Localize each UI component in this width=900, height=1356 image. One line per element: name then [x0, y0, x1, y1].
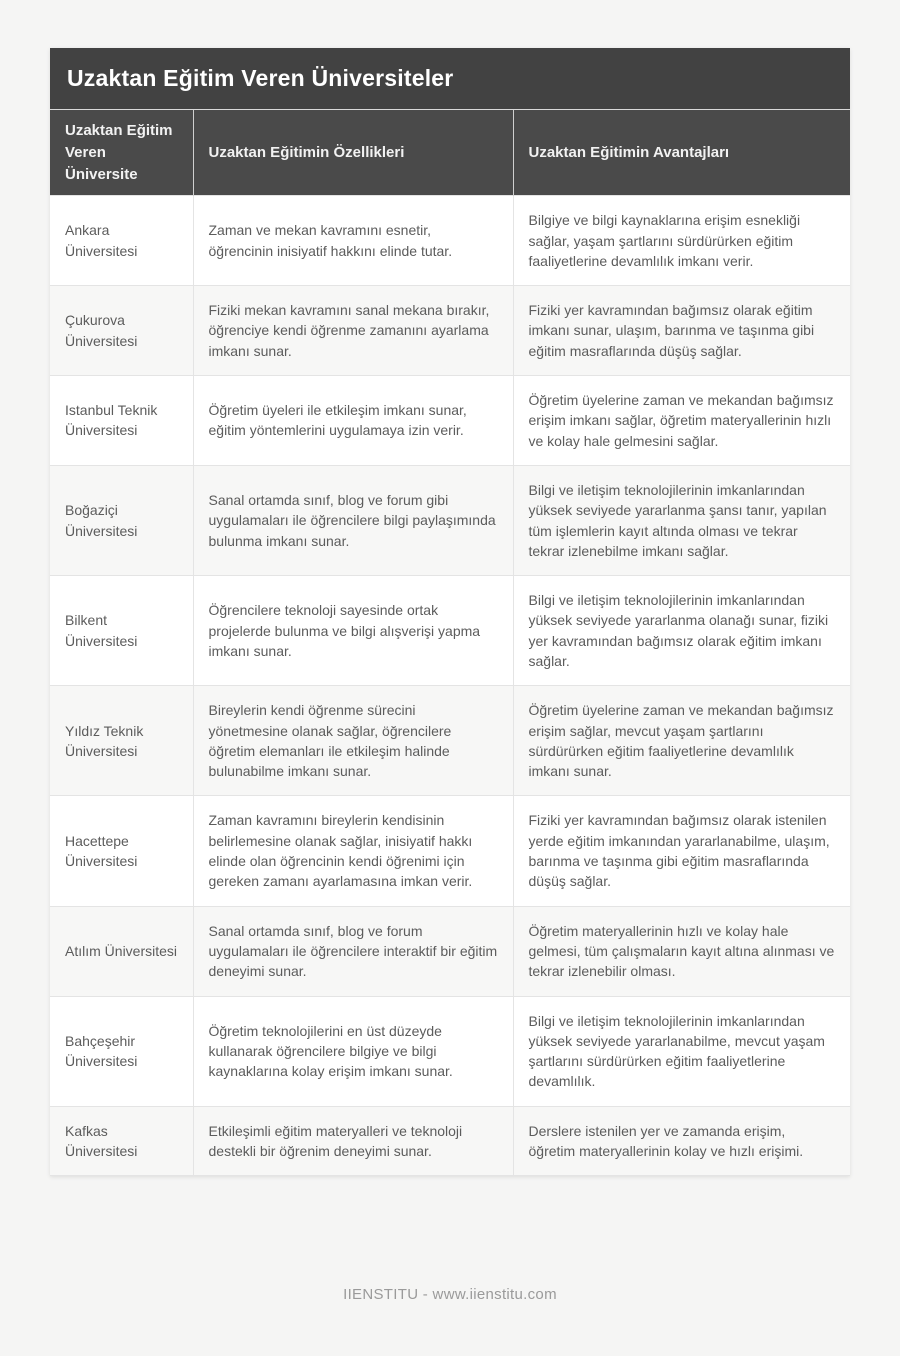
advantages-cell: Bilgiye ve bilgi kaynaklarına erişim esnekliği sağlar, yaşam şartlarını sürdürürken eğitim faaliyetlerine devamlılık imkanı verir. — [513, 196, 850, 286]
university-name: Bahçeşehir Üniversitesi — [50, 996, 193, 1106]
features-cell: Zaman ve mekan kavramını esnetir, öğrencinin inisiyatif hakkını elinde tutar. — [193, 196, 513, 286]
features-cell: Etkileşimli eğitim materyalleri ve teknoloji destekli bir öğrenim deneyimi sunar. — [193, 1106, 513, 1176]
header-row — [50, 110, 850, 196]
footer-text: IIENSTITU - www.iienstitu.com — [343, 1286, 557, 1303]
university-name: Yıldız Teknik Üniversitesi — [50, 686, 193, 796]
advantages-cell: Öğretim üyelerine zaman ve mekandan bağımsız erişim imkanı sağlar, öğretim materyallerinin hızlı ve kolay hale gelmesini sağlar. — [513, 376, 850, 466]
university-name: Bilkent Üniversitesi — [50, 576, 193, 686]
features-cell: Öğretim teknolojilerini en üst düzeyde kullanarak öğrencilere bilgiye ve bilgi kaynaklarına kolay erişim imkanı sunar. — [193, 996, 513, 1106]
table-row — [50, 796, 850, 906]
table-row — [50, 686, 850, 796]
university-name: Çukurova Üniversitesi — [50, 286, 193, 376]
features-cell: Sanal ortamda sınıf, blog ve forum uygulamaları ile öğrencilere interaktif bir eğitim deneyimi sunar. — [193, 906, 513, 996]
table-row — [50, 376, 850, 466]
advantages-cell: Derslere istenilen yer ve zamanda erişim, öğretim materyallerinin kolay ve hızlı erişimi. — [513, 1106, 850, 1176]
table-row — [50, 465, 850, 575]
column-header-advantages: Uzaktan Eğitimin Avantajları — [513, 110, 850, 196]
university-name: Atılım Üniversitesi — [50, 906, 193, 996]
features-cell: Sanal ortamda sınıf, blog ve forum gibi uygulamaları ile öğrencilere bilgi paylaşımında bulunma imkanı sunar. — [193, 465, 513, 575]
table-row — [50, 196, 850, 286]
table-row — [50, 996, 850, 1106]
features-cell: Zaman kavramını bireylerin kendisinin belirlemesine olanak sağlar, inisiyatif hakkı elinde olan öğrencinin kendi öğrenimi için gereken zamanı ayarlamasına imkan verir. — [193, 796, 513, 906]
university-name: Kafkas Üniversitesi — [50, 1106, 193, 1176]
university-name: Boğaziçi Üniversitesi — [50, 465, 193, 575]
table-row — [50, 906, 850, 996]
university-name: Istanbul Teknik Üniversitesi — [50, 376, 193, 466]
page-title: Uzaktan Eğitim Veren Üniversiteler — [50, 48, 850, 110]
advantages-cell: Fiziki yer kavramından bağımsız olarak istenilen yerde eğitim imkanından yararlanabilme, ulaşım, barınma ve taşınma gibi eğitim masraflarında düşüş sağlar. — [513, 796, 850, 906]
table-row — [50, 1106, 850, 1176]
table-row — [50, 286, 850, 376]
advantages-cell: Bilgi ve iletişim teknolojilerinin imkanlarından yüksek seviyede yararlanma şansı tanır, yapılan tüm işlemlerin kayıt altında olması ve tekrar tekrar izlenebilme imkanı sağlar. — [513, 465, 850, 575]
advantages-cell: Bilgi ve iletişim teknolojilerinin imkanlarından yüksek seviyede yararlanma olanağı sunar, fiziki yer kavramından bağımsız olarak eğitim imkanı sağlar. — [513, 576, 850, 686]
column-header-university: Uzaktan Eğitim Veren Üniversite — [50, 110, 193, 196]
advantages-cell: Fiziki yer kavramından bağımsız olarak eğitim imkanı sunar, ulaşım, barınma ve taşınma gibi eğitim masraflarında düşüş sağlar. — [513, 286, 850, 376]
university-name: Ankara Üniversitesi — [50, 196, 193, 286]
advantages-cell: Bilgi ve iletişim teknolojilerinin imkanlarından yüksek seviyede yararlanabilme, mevcut yaşam şartlarını sürdürürken eğitim faaliyetlerine devamlılık. — [513, 996, 850, 1106]
universities-table — [50, 110, 850, 1176]
features-cell: Öğrencilere teknoloji sayesinde ortak projelerde bulunma ve bilgi alışverişi yapma imkanı sunar. — [193, 576, 513, 686]
advantages-cell: Öğretim üyelerine zaman ve mekandan bağımsız erişim sağlar, mevcut yaşam şartlarını sürdürürken eğitim faaliyetlerine devamlılık imkanı sunar. — [513, 686, 850, 796]
features-cell: Bireylerin kendi öğrenme sürecini yönetmesine olanak sağlar, öğrencilere öğretim elemanları ile etkileşim halinde bulunabilme imkanı sunar. — [193, 686, 513, 796]
university-name: Hacettepe Üniversitesi — [50, 796, 193, 906]
table-row — [50, 576, 850, 686]
features-cell: Öğretim üyeleri ile etkileşim imkanı sunar, eğitim yöntemlerini uygulamaya izin verir. — [193, 376, 513, 466]
advantages-cell: Öğretim materyallerinin hızlı ve kolay hale gelmesi, tüm çalışmaların kayıt altına alınması ve tekrar izlenebilir olması. — [513, 906, 850, 996]
features-cell: Fiziki mekan kavramını sanal mekana bırakır, öğrenciye kendi öğrenme zamanını ayarlama imkanı sunar. — [193, 286, 513, 376]
universities-table-card — [50, 48, 850, 1176]
column-header-features: Uzaktan Eğitimin Özellikleri — [193, 110, 513, 196]
